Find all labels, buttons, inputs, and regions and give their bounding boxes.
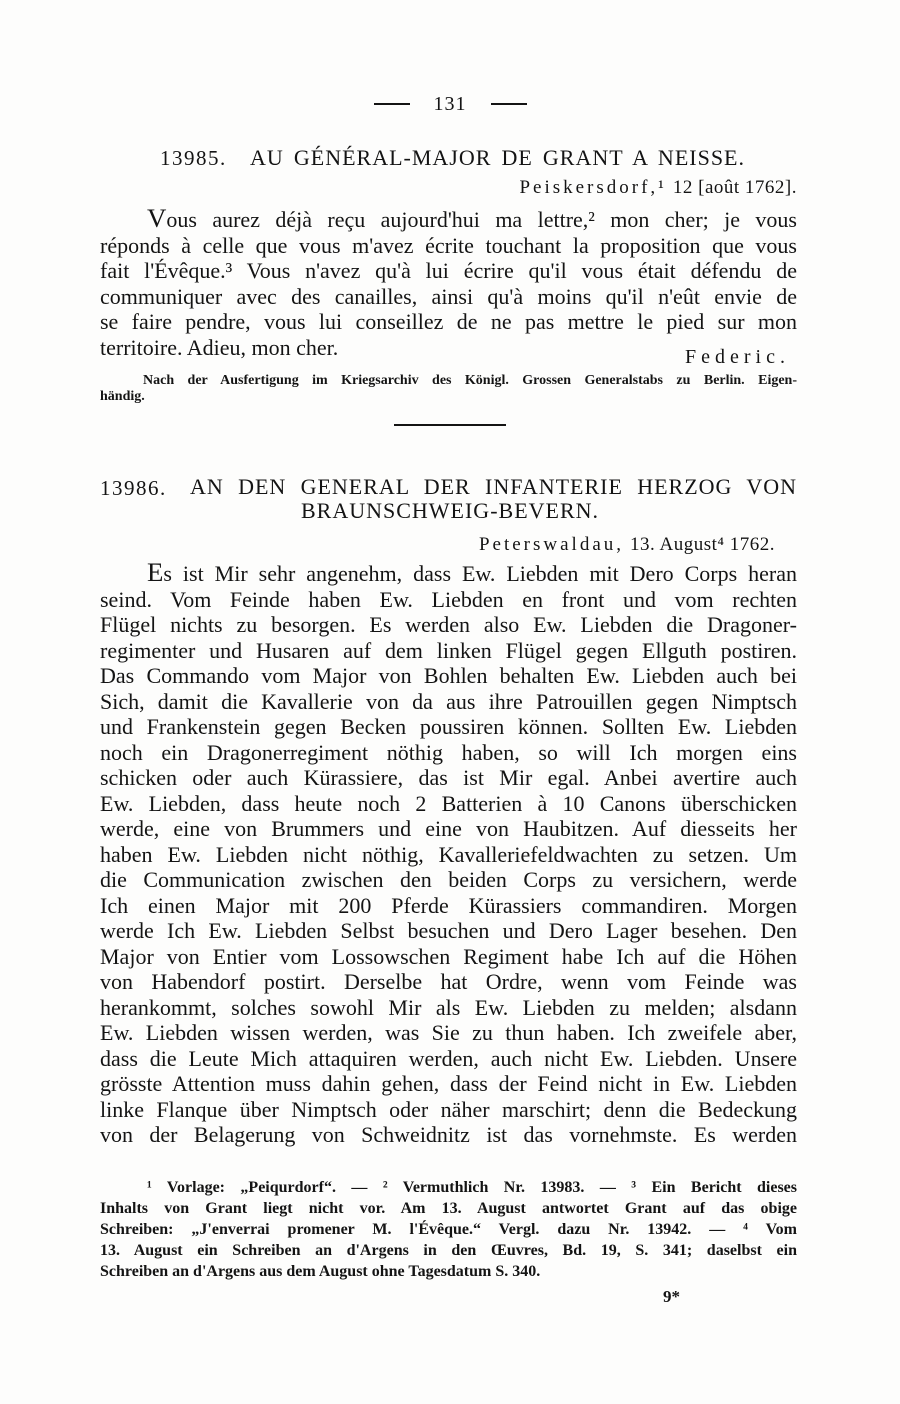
body-line: Das Commando vom Major von Bohlen behalten Ew. Liebden auch bei [100, 663, 797, 688]
dateline-place: Peiskersdorf,¹ [519, 177, 667, 198]
body-line: werde, eine von Brummers und eine von Haubitzen. Auf diesseits her [100, 816, 797, 841]
body-line: regimenter und Husaren auf dem linken Flügel gegen Ellguth postiren. [100, 637, 797, 663]
header-rule-right [491, 103, 527, 105]
footnotes [100, 1177, 797, 1282]
header-rule-left [374, 103, 410, 105]
body-line: die Communication zwischen den beiden Corps zu versichern, werde [100, 867, 797, 892]
entry-title: AN DEN GENERAL DER INFANTERIE HERZOG VON [190, 474, 797, 499]
source-note [100, 373, 797, 405]
signature-mark: 9* [663, 1287, 680, 1306]
footnote-line: 13. August ein Schreiben an d'Argens in den Œuvres, Bd. 19, S. 341; daselbst ein [100, 1242, 797, 1259]
footnote-line: Schreiben: „J'enverrai promener M. l'Évêque.“ Vergl. dazu Nr. 13942. — ⁴ Vom [100, 1221, 797, 1238]
dateline-date: 12 [août 1762]. [672, 177, 797, 198]
body-line: schicken oder auch Kürassiere, das ist Mir egal. Anbei avertire auch [100, 765, 797, 790]
entry-number: 13986. [100, 476, 167, 500]
page-number: 131 [433, 93, 467, 115]
body-line: dass die Leute Mich attaquiren werden, auch nicht Ew. Liebden. Unsere [100, 1045, 797, 1071]
body-line: haben Ew. Liebden nicht nöthig, Kavalleriefeldwachten zu setzen. Um [100, 841, 797, 867]
dateline [519, 177, 797, 199]
letter-body [100, 557, 797, 1148]
section-divider [394, 424, 506, 426]
body-line: se faire pendre, vous lui conseillez de ne pas mettre le pied sur mon [100, 309, 797, 335]
footnote-line: Schreiben an d'Argens aus dem August ohne Tagesdatum S. 340. [100, 1263, 541, 1280]
body-line: réponds à celle que vous m'avez écrite touchant la proposition que vous [100, 232, 797, 258]
entry-title: AU GÉNÉRAL-MAJOR DE GRANT A NEISSE. [250, 145, 745, 170]
body-line: Sich, damit die Kavallerie von da aus ihre Patrouillen gegen Nimptsch [100, 688, 797, 714]
body-line: territoire. Adieu, mon cher. [100, 334, 339, 360]
dateline [479, 534, 775, 556]
body-line: herankommt, solches sowohl Mir als Ew. Liebden zu melden; alsdann [100, 994, 797, 1020]
body-line: Flügel nichts zu besorgen. Es werden also Ew. Liebden die Dragoner- [100, 612, 797, 637]
entry-number: 13985. [160, 146, 227, 170]
page-header [0, 92, 900, 116]
body-line: Vous aurez déjà reçu aujourd'hui ma lettre,² mon cher; je vous [147, 203, 797, 233]
footnote-line: Inhalts von Grant liegt nicht vor. Am 13. August antwortet Grant auf das obige [100, 1200, 797, 1217]
body-line: grösste Attention muss dahin gehen, dass der Feind nicht in Ew. Liebden [100, 1071, 797, 1096]
entry-title: BRAUNSCHWEIG-BEVERN. [300, 498, 600, 523]
body-line: von der Belagerung von Schweidnitz ist das vornehmste. Es werden [100, 1122, 797, 1147]
body-line: Ich einen Major mit 200 Pferde Kürassiers commandiren. Morgen [100, 892, 797, 918]
body-line: seind. Vom Feinde haben Ew. Liebden en front und vom rechten [100, 586, 797, 612]
signature: Federic. [685, 346, 790, 368]
body-line: und Frankenstein gegen Becken poussiren können. Sollten Ew. Liebden [100, 714, 797, 739]
body-line: Es ist Mir sehr angenehm, dass Ew. Liebden mit Dero Corps heran [147, 557, 797, 587]
body-line: communiquer avec des canailles, ainsi qu'à moins qu'il n'eût envie de [100, 283, 797, 309]
body-line: Ew. Liebden, dass heute noch 2 Batterien à 10 Canons überschicken [100, 790, 797, 816]
footnote-line: ¹ Vorlage: „Peiqurdorf“. — ² Vermuthlich Nr. 13983. — ³ Ein Bericht dieses [147, 1179, 797, 1196]
body-line: fait l'Évêque.³ Vous n'avez qu'à lui écrire qu'il vous était défendu de [100, 258, 797, 284]
body-line: noch ein Dragonerregiment nöthig haben, so will Ich morgen eins [100, 739, 797, 765]
body-line: Major von Entier vom Lossowschen Regiment habe Ich auf die Höhen [100, 943, 797, 969]
dateline-date: 13. August⁴ 1762. [630, 534, 775, 555]
body-line: werde Ich Ew. Liebden Selbst besuchen und Dero Lager besehen. Den [100, 918, 797, 943]
source-line: händig. [100, 389, 145, 404]
body-line: Ew. Liebden wissen werden, was Sie zu thun haben. Ich zweifele aber, [100, 1020, 797, 1045]
letter-body [100, 203, 797, 361]
source-line: Nach der Ausfertigung im Kriegsarchiv des Königl. Grossen Generalstabs zu Berlin. Eigen- [143, 373, 797, 388]
body-line: von Habendorf postirt. Derselbe hat Ordre, wenn vom Feinde was [100, 969, 797, 994]
dateline-place: Peterswaldau, [478, 534, 625, 555]
body-line: linke Flanque über Nimptsch oder näher marschirt; denn die Bedeckung [100, 1096, 797, 1122]
